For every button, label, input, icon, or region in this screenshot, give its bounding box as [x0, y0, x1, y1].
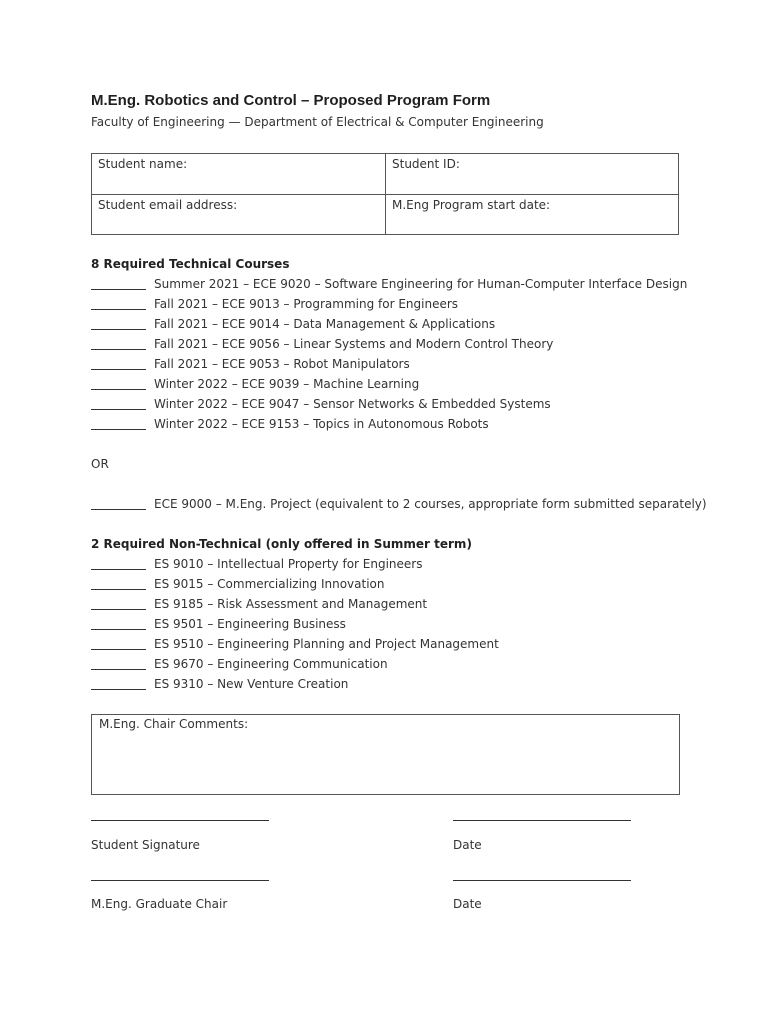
course-blank-line[interactable]	[91, 329, 146, 330]
student-id-label: Student ID:	[392, 157, 460, 171]
course-blank-line[interactable]	[91, 309, 146, 310]
student-signature-label: Student Signature	[91, 838, 200, 852]
project-label: ECE 9000 – M.Eng. Project (equivalent to 2 courses, appropriate form submitted separately)	[154, 497, 707, 511]
student-signature-line[interactable]	[91, 820, 269, 821]
course-label: Fall 2021 – ECE 9014 – Data Management & Applications	[154, 317, 496, 331]
course-label: Winter 2022 – ECE 9039 – Machine Learning	[154, 377, 420, 391]
course-blank-line[interactable]	[91, 389, 146, 390]
form-subtitle: Faculty of Engineering — Department of Electrical & Computer Engineering	[91, 115, 544, 129]
chair-comments-label: M.Eng. Chair Comments:	[99, 717, 249, 731]
course-blank-line[interactable]	[91, 629, 146, 630]
chair-date-label: Date	[453, 897, 482, 911]
course-label: Winter 2022 – ECE 9153 – Topics in Autonomous Robots	[154, 417, 489, 431]
course-label: ES 9010 – Intellectual Property for Engineers	[154, 557, 423, 571]
chair-date-line[interactable]	[453, 880, 631, 881]
form-title: M.Eng. Robotics and Control – Proposed Program Form	[91, 92, 491, 109]
course-label: Fall 2021 – ECE 9013 – Programming for Engineers	[154, 297, 459, 311]
student-id-field[interactable]	[386, 154, 678, 195]
course-blank-line[interactable]	[91, 409, 146, 410]
course-label: Summer 2021 – ECE 9020 – Software Engineering for Human-Computer Interface Design	[154, 277, 688, 291]
course-label: ES 9310 – New Venture Creation	[154, 677, 349, 691]
course-blank-line[interactable]	[91, 369, 146, 370]
course-blank-line[interactable]	[91, 289, 146, 290]
course-label: ES 9015 – Commercializing Innovation	[154, 577, 385, 591]
student-date-line[interactable]	[453, 820, 631, 821]
course-blank-line[interactable]	[91, 609, 146, 610]
student-date-label: Date	[453, 838, 482, 852]
student-email-field[interactable]	[92, 195, 386, 234]
course-label: Fall 2021 – ECE 9053 – Robot Manipulators	[154, 357, 410, 371]
course-blank-line[interactable]	[91, 669, 146, 670]
chair-signature-label: M.Eng. Graduate Chair	[91, 897, 228, 911]
technical-courses-heading: 8 Required Technical Courses	[91, 257, 290, 271]
student-email-label: Student email address:	[98, 198, 238, 212]
course-label: ES 9510 – Engineering Planning and Project Management	[154, 637, 499, 651]
course-blank-line[interactable]	[91, 649, 146, 650]
non-technical-heading: 2 Required Non-Technical (only offered in Summer term)	[91, 537, 472, 551]
course-label: Winter 2022 – ECE 9047 – Sensor Networks & Embedded Systems	[154, 397, 551, 411]
project-blank-line[interactable]	[91, 509, 146, 510]
course-blank-line[interactable]	[91, 689, 146, 690]
course-label: ES 9501 – Engineering Business	[154, 617, 346, 631]
student-info-table	[91, 153, 679, 235]
student-name-label: Student name:	[98, 157, 188, 171]
course-blank-line[interactable]	[91, 569, 146, 570]
course-label: Fall 2021 – ECE 9056 – Linear Systems and Modern Control Theory	[154, 337, 554, 351]
or-label: OR	[91, 457, 109, 471]
student-name-field[interactable]	[92, 154, 386, 195]
course-blank-line[interactable]	[91, 429, 146, 430]
start-date-field[interactable]	[386, 195, 678, 234]
course-label: ES 9670 – Engineering Communication	[154, 657, 388, 671]
course-blank-line[interactable]	[91, 589, 146, 590]
course-blank-line[interactable]	[91, 349, 146, 350]
chair-comments-box[interactable]	[91, 714, 680, 795]
chair-signature-line[interactable]	[91, 880, 269, 881]
start-date-label: M.Eng Program start date:	[392, 198, 551, 212]
course-label: ES 9185 – Risk Assessment and Management	[154, 597, 428, 611]
